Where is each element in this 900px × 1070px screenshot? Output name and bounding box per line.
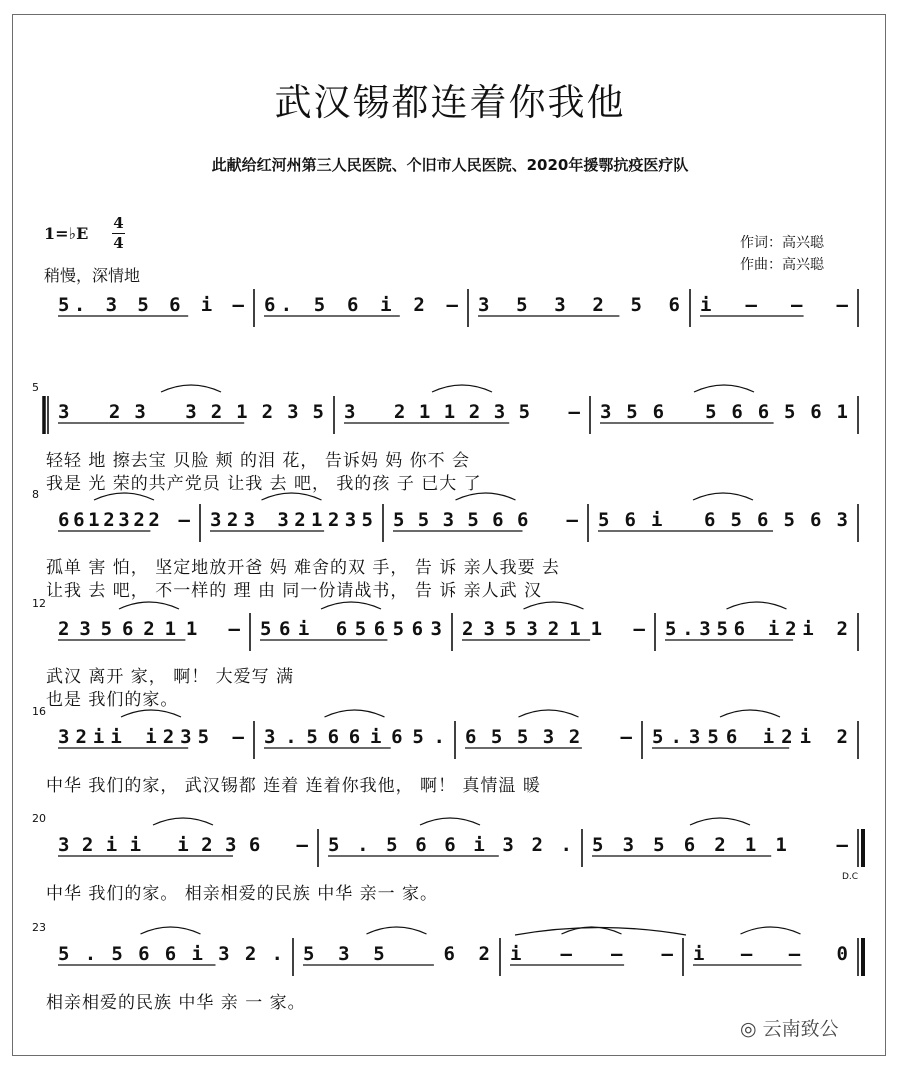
system-number-23: 23: [32, 921, 46, 934]
measure-notes: 5.566i32.: [328, 834, 572, 856]
measure-notes: 65532 –: [465, 726, 632, 748]
slur-arc: [727, 602, 787, 609]
tie-arc: [515, 928, 686, 936]
time-signature-top: 4: [113, 214, 124, 232]
slur-arc: [741, 927, 801, 934]
slur-arc: [121, 710, 181, 717]
tempo-marking: 稍慢，深情地: [44, 266, 141, 285]
system-number-12: 12: [32, 597, 46, 610]
note-layer: [44, 289, 863, 976]
measure-notes: 5356211 –: [592, 834, 848, 856]
time-signature-bottom: 4: [113, 234, 124, 252]
measure-notes: i – – –: [700, 294, 848, 316]
lyric-line: 也是 我们的家。: [46, 690, 179, 710]
measure-notes: i – – 0: [693, 943, 848, 965]
system-number-5: 5: [32, 381, 39, 394]
dc-mark: D.C: [842, 872, 859, 882]
watermark-text: 云南致公: [762, 1018, 839, 1040]
slur-arc: [367, 927, 427, 934]
measure-notes: 3 5 3 2 5 6: [478, 294, 680, 316]
measure-notes: 5.566i32.: [58, 943, 283, 965]
slur-arc: [456, 493, 516, 500]
lyric-line: 孤单 害 怕， 坚定地放开爸 妈 难舍的双 手， 告 诉 亲人我要 去: [46, 558, 561, 578]
key-signature: 1=♭E: [44, 224, 89, 243]
measure-notes: 5.356 i2i 2: [652, 726, 848, 748]
song-title: 武汉锡都连着你我他: [274, 81, 626, 124]
measure-notes: 5.356 i2i 2: [665, 618, 848, 640]
measure-notes: 535 62: [303, 943, 490, 965]
measure-notes: 356 566561: [600, 401, 848, 423]
lyric-line: 轻轻 地 擦去宝 贝脸 颊 的泪 花， 告诉妈 妈 你不 会: [46, 451, 471, 471]
measure-notes: 6. 5 6 i 2 –: [264, 294, 458, 316]
measure-notes: i – – –: [510, 943, 673, 965]
lyric-line: 我是 光 荣的共产党员 让我 去 吧， 我的孩 子 已大 了: [46, 474, 482, 494]
lyricist-credit: 作词：高兴聪: [740, 235, 824, 251]
measure-notes: 323 321235: [210, 509, 373, 531]
measure-notes: 553566 –: [393, 509, 578, 531]
slur-arc: [94, 493, 154, 500]
slur-arc: [325, 710, 385, 717]
slur-arc: [153, 818, 213, 825]
measure-notes: 3 211235 –: [344, 401, 580, 423]
system-number-8: 8: [32, 488, 39, 501]
lyric-line: 相亲相爱的民族 中华 亲 一 家。: [46, 993, 306, 1013]
measure-notes: 2353211 –: [462, 618, 645, 640]
lyric-line: 武汉 离开 家， 啊！ 大爱写 满: [46, 667, 295, 687]
slur-arc: [720, 710, 780, 717]
system-number-16: 16: [32, 705, 46, 718]
measure-notes: 32ii i236 –: [58, 834, 308, 856]
watermark: [740, 1014, 839, 1041]
slur-arc: [690, 818, 750, 825]
lyric-line: 中华 我们的家。 相亲相爱的民族 中华 亲一 家。: [46, 884, 439, 904]
slur-arc: [524, 602, 584, 609]
composer-credit: 作曲：高兴聪: [740, 257, 824, 273]
slur-arc: [693, 493, 753, 500]
system-number-20: 20: [32, 812, 46, 825]
measure-notes: 5. 3 5 6 i –: [58, 294, 244, 316]
measure-notes: 56i 656563: [260, 618, 442, 640]
slur-arc: [694, 385, 754, 392]
slur-arc: [519, 710, 579, 717]
wechat-icon: ◎: [740, 1018, 763, 1040]
slur-arc: [432, 385, 492, 392]
lyric-line: 中华 我们的家， 武汉锡都 连着 连着你我他， 啊！ 真情温 暖: [46, 776, 541, 796]
measure-notes: 32ii i235 –: [58, 726, 244, 748]
slur-arc: [420, 818, 480, 825]
slur-arc: [161, 385, 221, 392]
measure-notes: 2356211 –: [58, 618, 240, 640]
measure-notes: 3 23 321235: [58, 401, 324, 423]
measure-notes: 3.566i65.: [264, 726, 445, 748]
slur-arc: [321, 602, 381, 609]
slur-arc: [119, 602, 179, 609]
lyric-line: 让我 去 吧， 不一样的 理 由 同一份请战书， 告 诉 亲人武 汉: [46, 581, 543, 601]
slur-arc: [141, 927, 201, 934]
measure-notes: 6612322 –: [58, 509, 190, 531]
slur-arc: [262, 493, 322, 500]
measure-notes: 56i 656563: [598, 509, 848, 531]
dedication-subtitle: 此献给红河州第三人民医院、个旧市人民医院、2020年援鄂抗疫医疗队: [211, 156, 689, 174]
